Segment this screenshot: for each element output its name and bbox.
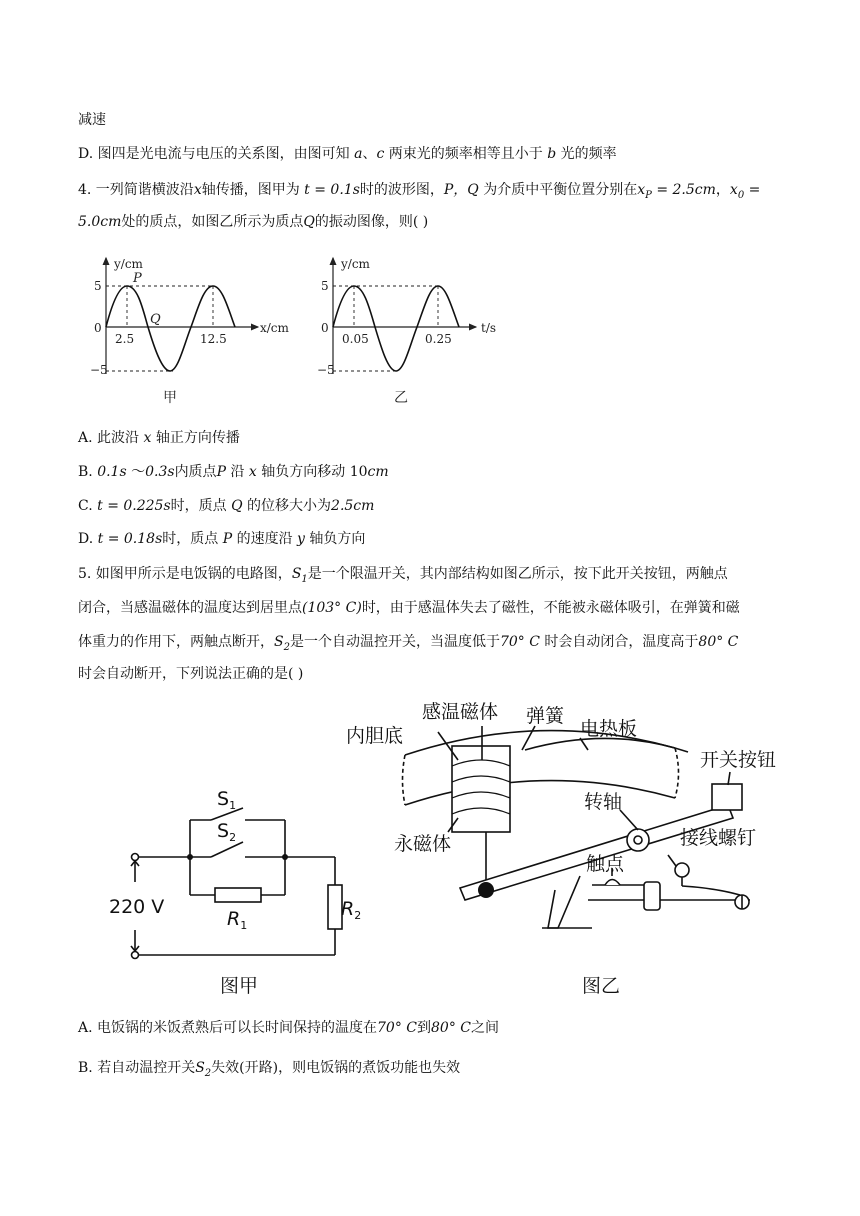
x-axis-label: x/cm <box>260 321 289 335</box>
graph-yi <box>317 257 496 406</box>
x-axis-label: t/s <box>481 321 497 335</box>
label-r2: $R_2$ <box>341 898 362 922</box>
thermo-magnet <box>452 746 510 832</box>
label-switch-button: 开关按钮 <box>700 749 777 771</box>
y-axis-label: y/cm <box>341 257 370 271</box>
label-voltage: 220 V <box>109 896 165 918</box>
q4-option-a: A. 此波沿 x 轴正方向传播 <box>78 430 240 446</box>
label-inner-bottom: 内胆底 <box>346 725 404 747</box>
q3-option-d: D. 图四是光电流与电压的关系图，由图可知 a、c 两束光的频率相等且小于 b 光的频率 <box>78 146 617 162</box>
terminal-top <box>132 854 139 861</box>
switch-mechanism-diagram <box>330 690 790 1000</box>
x-tick-2.5: 2.5 <box>115 332 135 346</box>
junction-right <box>282 854 288 860</box>
graph-yi-caption: 乙 <box>394 390 408 406</box>
label-s1: $S_1$ <box>217 788 237 812</box>
y-tick-neg5: −5 <box>317 363 335 377</box>
y-tick-0: 0 <box>94 321 102 335</box>
label-pivot: 转轴 <box>584 791 623 813</box>
y-axis-label: y/cm <box>114 257 143 271</box>
label-s2: $S_2$ <box>217 820 237 844</box>
q5-stem-line2: 闭合，当感温磁体的温度达到居里点(103° C)时，由于感温体失去了磁性，不能被永磁体吸引，在弹簧和磁 <box>78 600 740 616</box>
q4-option-c: C. t = 0.225s时，质点 Q 的位移大小为2.5cm <box>78 498 375 514</box>
y-tick-0: 0 <box>321 321 329 335</box>
resistor-r1 <box>215 888 261 902</box>
junction-left <box>187 854 193 860</box>
label-terminal-screw: 接线螺钉 <box>680 827 757 849</box>
magnet-ball <box>478 882 494 898</box>
label-spring: 弹簧 <box>526 705 565 727</box>
wave-curve <box>106 286 235 371</box>
x-tick-0.05: 0.05 <box>342 332 369 346</box>
switch-s2 <box>211 842 243 857</box>
point-p-label: P <box>133 271 142 286</box>
label-permanent-magnet: 永磁体 <box>394 833 452 855</box>
q4-stem-line2: 5.0cm处的质点，如图乙所示为质点Q的振动图像，则( ) <box>78 214 429 230</box>
vibration-curve <box>333 286 459 371</box>
label-r1: $R_1$ <box>227 908 248 932</box>
switch-button <box>712 784 742 810</box>
contact-point <box>605 880 620 886</box>
q5-option-b: B. 若自动温控开关$S_2$失效(开路)，则电饭锅的煮饭功能也失效 <box>78 1060 461 1079</box>
label-heating-plate: 电热板 <box>580 718 638 740</box>
terminal-bottom <box>132 952 139 959</box>
x-tick-0.25: 0.25 <box>425 332 452 346</box>
graph-jia-caption: 甲 <box>163 390 177 406</box>
label-contact: 触点 <box>586 853 625 875</box>
q5-stem-line4: 时会自动断开，下列说法正确的是( ) <box>78 666 304 682</box>
heating-plate <box>525 738 688 752</box>
q4-option-d: D. t = 0.18s时，质点 P 的速度沿 y 轴负方向 <box>78 531 366 547</box>
terminal-screw-1 <box>675 863 689 877</box>
q4-stem-line1: 4. 一列简谐横波沿x轴传播，图甲为 t = 0.1s时的波形图，P，Q 为介质中平衡位置分别在$x_P = 2.5cm$，$x_0$ = <box>78 182 761 201</box>
q4-option-b: B. 0.1s ～0.3s内质点P 沿 x 轴负方向移动 10cm <box>78 464 389 480</box>
y-tick-neg5: −5 <box>90 363 108 377</box>
caption-mechanism: 图乙 <box>582 975 621 997</box>
spring-support <box>548 876 580 928</box>
q5-stem-line3: 体重力的作用下，两触点断开，$S_2$是一个自动温控开关，当温度低于70° C 时会自动闭合，温度高于80° C <box>78 634 739 653</box>
text-line-continuation: 减速 <box>78 112 106 128</box>
wave-graphs <box>78 250 518 410</box>
contact-bracket <box>644 882 660 910</box>
y-tick-5: 5 <box>321 279 329 293</box>
q5-stem-line1: 5. 如图甲所示是电饭锅的电路图，$S_1$是一个限温开关，其内部结构如图乙所示，按下此开关按钮，两触点 <box>78 566 728 585</box>
y-tick-5: 5 <box>94 279 102 293</box>
graph-jia <box>90 257 290 406</box>
label-thermo-magnet: 感温磁体 <box>422 701 499 723</box>
point-q-label: Q <box>150 312 161 327</box>
q5-option-a: A. 电饭锅的米饭煮熟后可以长时间保持的温度在70° C到80° C之间 <box>78 1020 499 1036</box>
caption-circuit: 图甲 <box>220 975 259 997</box>
x-tick-12.5: 12.5 <box>200 332 227 346</box>
